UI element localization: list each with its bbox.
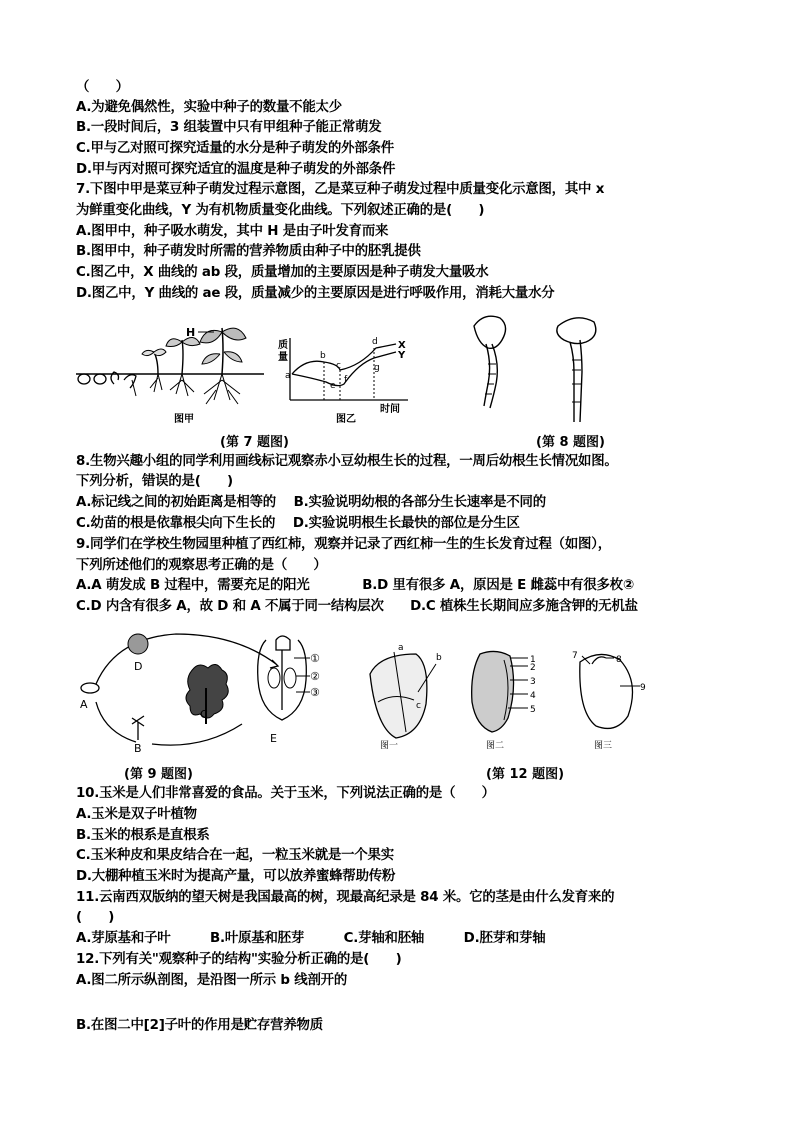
text-line: B.一段时间后，3 组装置中只有甲组种子能正常萌发 — [76, 120, 382, 135]
text-line: 11.云南西双版纳的望天树是我国最高的树，现最高纪录是 84 米。它的茎是由什么发育来的 — [76, 890, 615, 905]
label-X: X — [398, 340, 406, 351]
label-B: B — [134, 742, 142, 755]
point-b: b — [320, 351, 326, 361]
text-line: 10.玉米是人们非常喜爱的食品。关于玉米，下列说法正确的是（ ） — [76, 786, 495, 801]
text-line: B.玉米的根系是直根系 — [76, 828, 210, 843]
point-g: g — [374, 363, 380, 373]
text-line: D.大棚种植玉米时为提高产量，可以放养蜜蜂帮助传粉 — [76, 869, 396, 884]
text-line: B.图甲中，种子萌发时所需的营养物质由种子中的胚乳提供 — [76, 244, 421, 259]
axis-label-y1: 质 — [278, 340, 288, 351]
point-e: e — [330, 381, 336, 391]
label-C: C — [200, 708, 208, 721]
label-H: H — [186, 326, 196, 339]
label-n9: 9 — [640, 683, 646, 693]
figure-9 — [76, 628, 336, 756]
label-n1: 1 — [530, 655, 536, 665]
label-n5: 5 — [530, 705, 536, 715]
label-Y: Y — [398, 350, 406, 361]
label-2: ② — [310, 670, 320, 683]
label-tu-jia: 图甲 — [174, 414, 194, 425]
text-line: C.图乙中，X 曲线的 ab 段，质量增加的主要原因是种子萌发大量吸水 — [76, 265, 489, 280]
text-line: 下列分析，错误的是( ) — [76, 474, 233, 489]
point-f: f — [344, 375, 348, 385]
point-a: a — [285, 371, 291, 381]
text-line: D.图乙中，Y 曲线的 ae 段，质量减少的主要原因是进行呼吸作用，消耗大量水分 — [76, 286, 555, 301]
text-line: A.芽原基和子叶 B.叶原基和胚芽 C.芽轴和胚轴 D.胚芽和芽轴 — [76, 931, 546, 946]
point-d: d — [372, 337, 378, 347]
text-line: 8.生物兴趣小组的同学利用画线标记观察赤小豆幼根生长的过程，一周后幼根生长情况如图。 — [76, 454, 618, 469]
text-line: 下列所述他们的观察思考正确的是（ ） — [76, 558, 327, 573]
label-3: ③ — [310, 686, 320, 699]
label-tu-2: 图二 — [486, 741, 505, 751]
text-line: B.在图二中[2]子叶的作用是贮存营养物质 — [76, 1018, 323, 1033]
text-line: ( ) — [76, 910, 115, 925]
label-D: D — [134, 660, 143, 673]
caption-fig7: (第 7 题图) — [220, 435, 289, 450]
label-c: c — [416, 701, 421, 711]
label-tu-3: 图三 — [594, 741, 613, 751]
text-line: 为鲜重变化曲线，Y 为有机物质量变化曲线。下列叙述正确的是( ) — [76, 203, 485, 218]
curve-x — [292, 344, 396, 374]
label-E: E — [270, 732, 277, 745]
label-1: ① — [310, 652, 320, 665]
text-line: A.A 萌发成 B 过程中，需要充足的阳光 B.D 里有很多 A，原因是 E 雌蕊中有很多枚② — [76, 578, 635, 593]
point-c: c — [336, 361, 341, 371]
axis-label-time: 时间 — [380, 404, 400, 415]
text-line: （ ） — [76, 80, 129, 95]
text-line: A.图二所示纵剖图，是沿图一所示 b 线剖开的 — [76, 973, 348, 988]
label-tu-yi: 图乙 — [336, 414, 356, 425]
label-n4: 4 — [530, 691, 536, 701]
label-n7: 7 — [572, 651, 578, 661]
figure-12 — [358, 644, 658, 756]
label-b: b — [436, 653, 442, 663]
caption-fig8: (第 8 题图) — [536, 435, 605, 450]
text-line: 12.下列有关"观察种子的结构"实验分析正确的是( ) — [76, 952, 402, 967]
label-n2: 2 — [530, 663, 536, 673]
figure-7 — [74, 318, 414, 426]
text-line: C.D 内含有很多 A，故 D 和 A 不属于同一结构层次 D.C 植株生长期间应多施含钾的无机盐 — [76, 599, 638, 614]
label-A: A — [80, 698, 88, 711]
text-line: C.甲与乙对照可探究适量的水分是种子萌发的外部条件 — [76, 141, 394, 156]
text-line: A.玉米是双子叶植物 — [76, 807, 197, 822]
text-line: A.图甲中，种子吸水萌发，其中 H 是由子叶发育而来 — [76, 224, 389, 239]
label-tu-1: 图一 — [380, 741, 399, 751]
label-n3: 3 — [530, 677, 536, 687]
text-line: C.玉米种皮和果皮结合在一起，一粒玉米就是一个果实 — [76, 848, 394, 863]
text-line: 7.下图中甲是菜豆种子萌发过程示意图，乙是菜豆种子萌发过程中质量变化示意图，其中 x — [76, 182, 605, 197]
figure-8 — [468, 314, 618, 426]
text-line: D.甲与丙对照可探究适宜的温度是种子萌发的外部条件 — [76, 162, 396, 177]
text-line: A.标记线之间的初始距离是相等的 B.实验说明幼根的各部分生长速率是不同的 — [76, 495, 546, 510]
label-a: a — [398, 644, 404, 653]
text-line: 9.同学们在学校生物园里种植了西红柿，观察并记录了西红柿一生的生长发育过程（如图）， — [76, 537, 611, 552]
axis-label-y2: 量 — [278, 352, 288, 363]
text-line: C.幼苗的根是依靠根尖向下生长的 D.实验说明根生长最快的部位是分生区 — [76, 516, 520, 531]
caption-fig12: (第 12 题图) — [486, 767, 565, 782]
label-n8: 8 — [616, 655, 622, 665]
caption-fig9: (第 9 题图) — [124, 767, 193, 782]
text-line: A.为避免偶然性，实验中种子的数量不能太少 — [76, 100, 342, 115]
